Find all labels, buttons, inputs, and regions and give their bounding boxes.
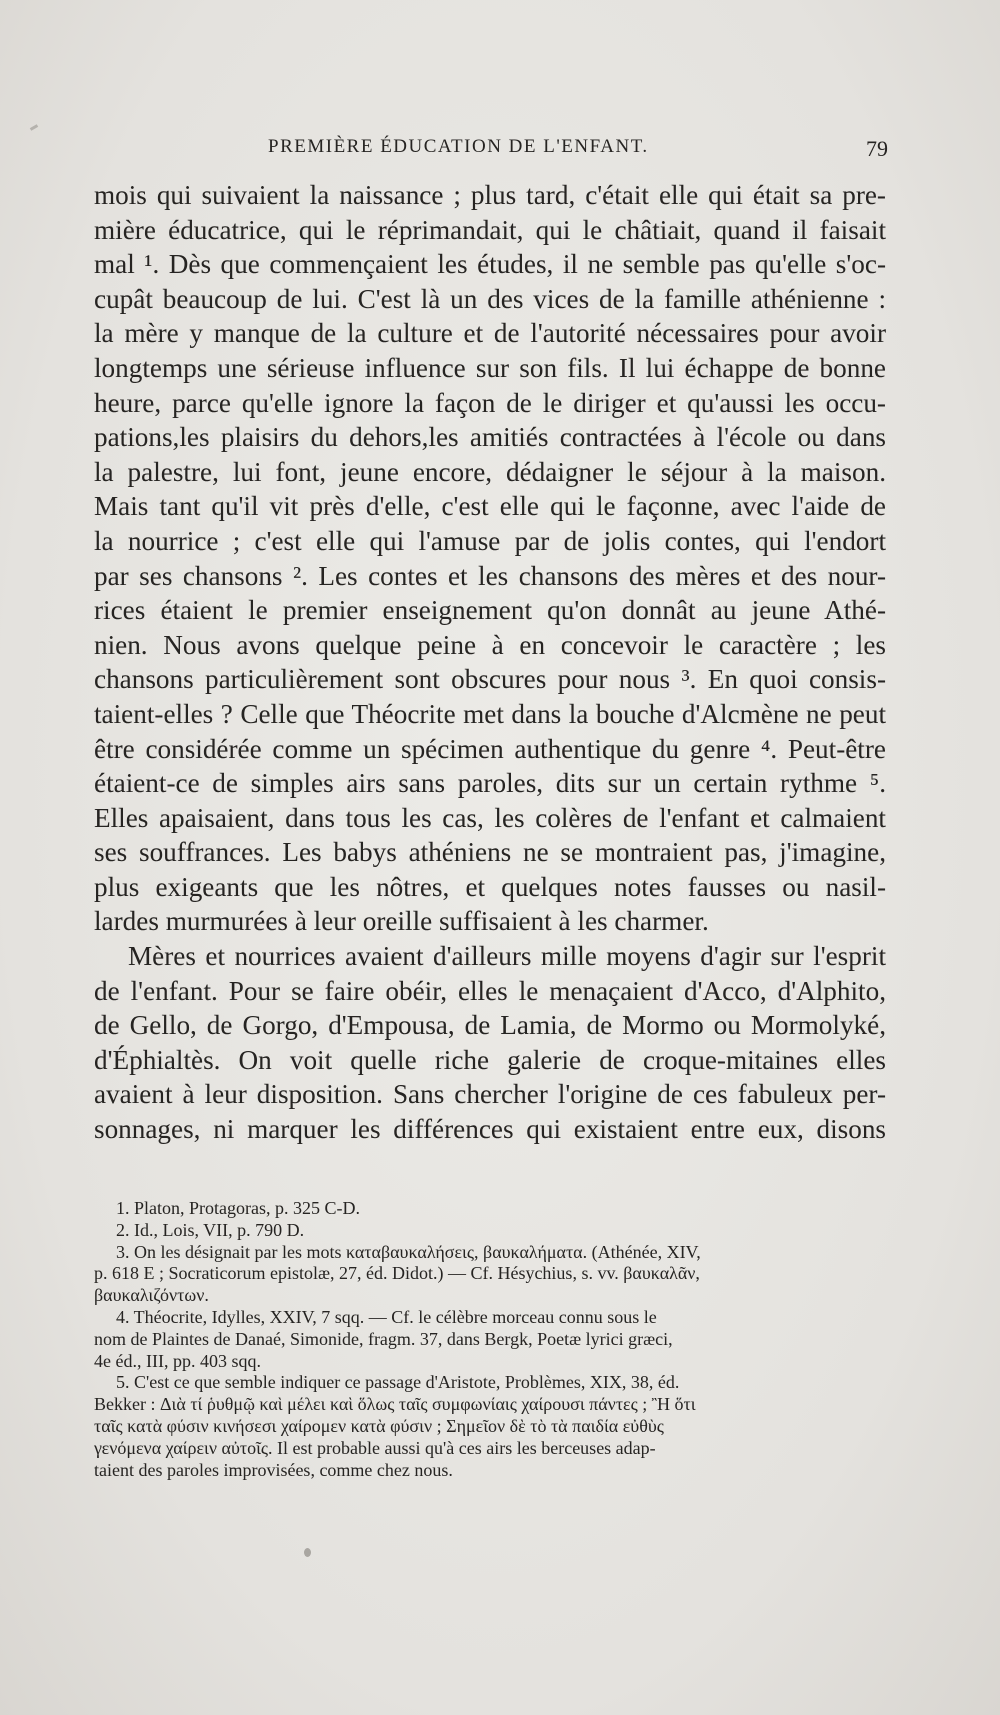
ink-speck	[304, 1548, 311, 1557]
body-line: la nourrice ; c'est elle qui l'amuse par de jolis contes, qui l'endort	[94, 525, 886, 556]
body-line: lardes murmurées à leur oreille suffisaient à les charmer.	[94, 906, 709, 937]
body-line: cupât beaucoup de lui. C'est là un des vices de la famille athénienne :	[94, 283, 886, 314]
body-line: chansons particulièrement sont obscures pour nous ³. En quoi consis-	[94, 664, 886, 695]
page-header	[268, 136, 968, 170]
body-line: la palestre, lui font, jeune encore, dédaigner le séjour à la maison.	[94, 456, 886, 487]
body-line: heure, parce qu'elle ignore la façon de le diriger et qu'aussi les occu-	[94, 387, 886, 418]
page-number: 79	[866, 136, 888, 161]
footnote-line: taient des paroles improvisées, comme chez nous.	[94, 1459, 453, 1480]
body-line: ses souffrances. Les babys athéniens ne se montraient pas, j'imagine,	[94, 837, 886, 868]
body-line: de Gello, de Gorgo, d'Empousa, de Lamia, de Mormo ou Mormolyké,	[94, 1010, 886, 1041]
running-title: PREMIÈRE ÉDUCATION DE L'ENFANT.	[268, 136, 649, 157]
footnotes	[94, 1198, 886, 1481]
body-line: d'Éphialtès. On voit quelle riche galerie de croque-mitaines elles	[94, 1044, 886, 1075]
body-line: mois qui suivaient la naissance ; plus tard, c'était elle qui était sa pre-	[94, 180, 886, 210]
body-line: Mais tant qu'il vit près d'elle, c'est elle qui le façonne, avec l'aide de	[94, 491, 886, 522]
body-line: longtemps une sérieuse influence sur son fils. Il lui échappe de bonne	[94, 352, 886, 383]
footnote-line: 5. C'est ce que semble indiquer ce passage d'Aristote, Problèmes, XIX, 38, éd.	[116, 1372, 680, 1393]
footnote-line: p. 618 E ; Socraticorum epistolæ, 27, éd. Didot.) — Cf. Hésychius, s. vv. βαυκαλᾶν,	[94, 1263, 700, 1284]
body-line: nien. Nous avons quelque peine à en concevoir le caractère ; les	[94, 629, 886, 660]
body-line: Mères et nourrices avaient d'ailleurs mille moyens d'agir sur l'esprit	[128, 941, 886, 972]
body-line: par ses chansons ². Les contes et les chansons des mères et des nour-	[94, 560, 886, 591]
footnote-line: 4. Théocrite, Idylles, XXIV, 7 sqq. — Cf. le célèbre morceau connu sous le	[116, 1306, 657, 1327]
body-text	[94, 178, 886, 1147]
body-line: la mère y manque de la culture et de l'autorité nécessaires pour avoir	[94, 318, 886, 349]
footnote-line: 3. On les désignait par les mots καταβαυκαλήσεις, βαυκαλήματα. (Athénée, XIV,	[116, 1241, 701, 1262]
body-line: étaient-ce de simples airs sans paroles, dits sur un certain rythme ⁵.	[94, 768, 886, 799]
footnote-line: ταῖς κατὰ φύσιν κινήσεσι χαίρομεν κατὰ φύσιν ; Σημεῖον δὲ τὸ τὰ παιδία εὐθὺς	[94, 1415, 664, 1436]
footnote-line: Bekker : Διὰ τί ῥυθμῷ καὶ μέλει καὶ ὅλως ταῖς συμφωνίαις χαίρουσι πάντες ; Ἢ ὅτι	[94, 1394, 696, 1415]
body-line: être considérée comme un spécimen authentique du genre ⁴. Peut-être	[94, 733, 886, 764]
body-line: rices étaient le premier enseignement qu'on donnât au jeune Athé-	[94, 595, 886, 626]
body-line: mal ¹. Dès que commençaient les études, il ne semble pas qu'elle s'oc-	[94, 249, 886, 280]
footnote-line: nom de Plaintes de Danaé, Simonide, fragm. 37, dans Bergk, Poetæ lyrici græci,	[94, 1328, 673, 1349]
footnote-line: βαυκαλιζόντων.	[94, 1285, 209, 1306]
body-line: pations,les plaisirs du dehors,les amitiés contractées à l'école ou dans	[94, 422, 886, 453]
body-line: de l'enfant. Pour se faire obéir, elles le menaçaient d'Acco, d'Alphito,	[94, 975, 886, 1006]
body-line: plus exigeants que les nôtres, et quelques notes fausses ou nasil-	[94, 871, 886, 902]
footnote-line: γενόμενα χαίρειν αὐτοῖς. Il est probable aussi qu'à ces airs les berceuses adap-	[94, 1437, 656, 1458]
footnote-line: 2. Id., Lois, VII, p. 790 D.	[116, 1219, 305, 1240]
body-line: sonnages, ni marquer les différences qui existaient entre eux, disons	[94, 1114, 886, 1145]
footnote-line: 1. Platon, Protagoras, p. 325 C-D.	[116, 1198, 360, 1218]
footnote-line: 4e éd., III, pp. 403 sqq.	[94, 1350, 261, 1371]
body-line: taient-elles ? Celle que Théocrite met dans la bouche d'Alcmène ne peut	[94, 698, 886, 729]
body-line: avaient à leur disposition. Sans chercher l'origine de ces fabuleux per-	[94, 1079, 886, 1110]
body-line: Elles apaisaient, dans tous les cas, les colères de l'enfant et calmaient	[94, 802, 886, 833]
body-line: mière éducatrice, qui le réprimandait, qui le châtiait, quand il faisait	[94, 214, 886, 245]
paper-mark	[30, 124, 38, 131]
